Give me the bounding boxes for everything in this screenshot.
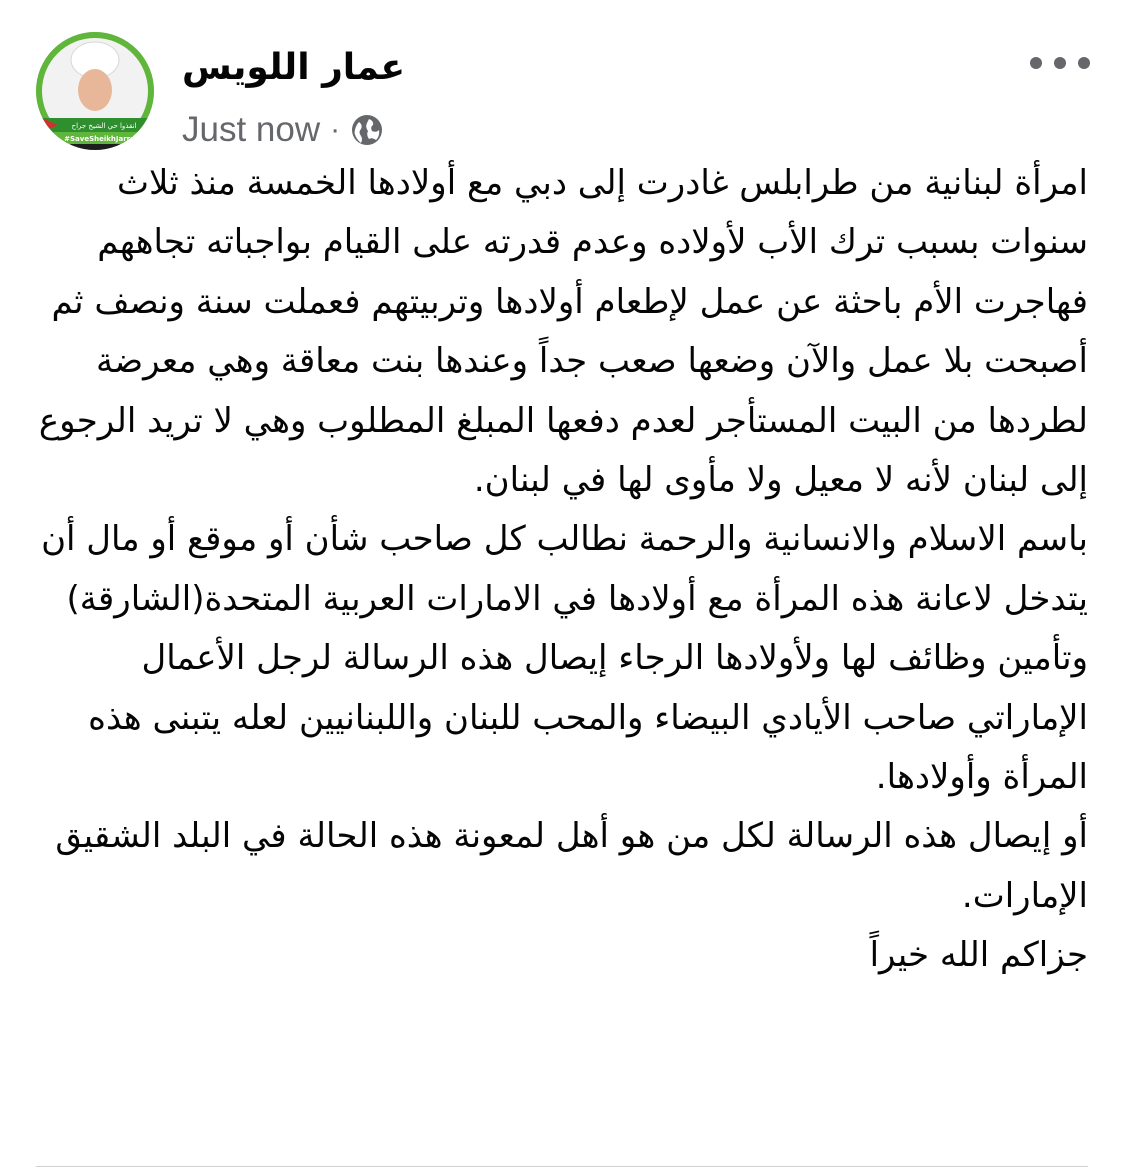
- more-dot: [1054, 57, 1066, 69]
- author-name[interactable]: عمار اللويس: [182, 47, 406, 88]
- avatar-hashtag: #SaveSheikhJarrah: [64, 135, 140, 143]
- globe-icon[interactable]: [350, 113, 384, 147]
- post-header: [36, 30, 1096, 154]
- post-timestamp[interactable]: Just now: [182, 110, 321, 149]
- avatar-banner-text: انقذوا حي الشيخ جراح: [71, 122, 137, 130]
- post-meta: [182, 108, 384, 152]
- more-dot: [1078, 57, 1090, 69]
- post-text: امرأة لبنانية من طرابلس غادرت إلى دبي مع أولادها الخمسة منذ ثلاث سنوات بسبب ترك الأب لأولاده وعدم قدرته على القيام بواجباته تجاههم فهاجرت الأم باحثة عن عمل لإطعام أولادها وتربيتهم فعملت سنة ونصف ثم أصبحت بلا عمل والآن وضعها صعب جداً وعندها بنت معاقة وهي معرضة لطردها من البيت المستأجر لعدم دفعها المبلغ المطلوب وهي لا تريد الرجوع إلى لبنان لأنه لا معيل ولا مأوى لها في لبنان. باسم الاسلام والانسانية والرحمة نطالب كل صاحب شأن أو موقع أو مال أن يتدخل لاعانة هذه المرأة مع أولادها في الامارات العربية المتحدة(الشارقة) وتأمين وظائف لها ولأولادها الرجاء إيصال هذه الرسالة لرجل الأعمال الإماراتي صاحب الأيادي البيضاء والمحب للبنان واللبنانيين لعله يتبنى هذه المرأة وأولادها. أو إيصال هذه الرسالة لكل من هو أهل لمعونة هذه الحالة في البلد الشقيق الإمارات. جزاكم الله خيراً: [38, 163, 1088, 976]
- more-options-button[interactable]: [1030, 48, 1090, 78]
- meta-separator: ·: [330, 113, 341, 146]
- more-dot: [1030, 57, 1042, 69]
- avatar-image: [36, 32, 154, 150]
- avatar[interactable]: [36, 32, 154, 150]
- divider: [36, 1166, 1088, 1167]
